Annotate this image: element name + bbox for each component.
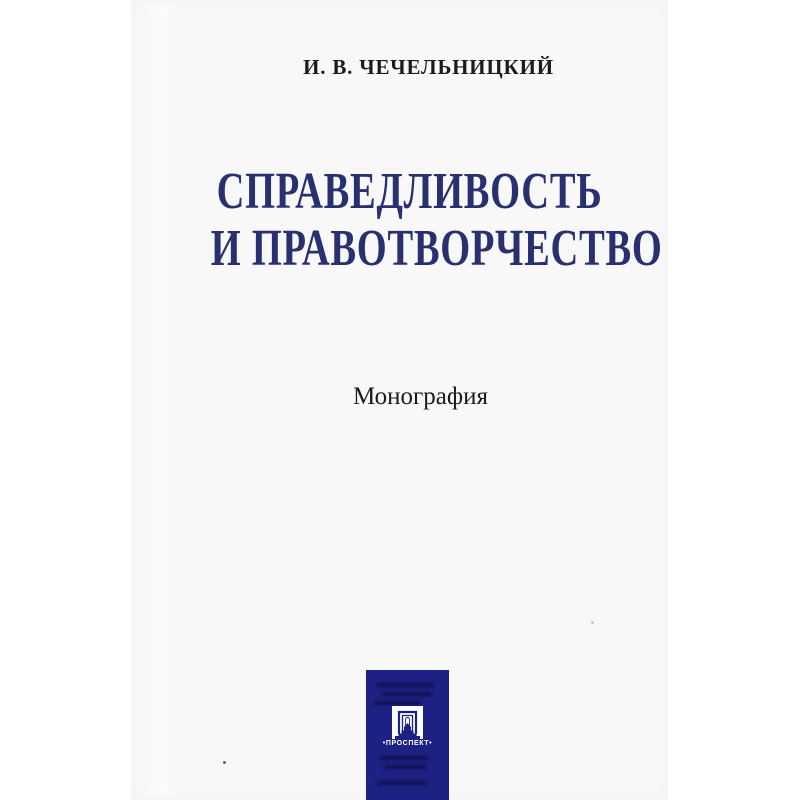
logo-ghost-text	[384, 765, 427, 769]
title-line-1: СПРАВЕДЛИВОСТЬ	[216, 163, 603, 220]
dust-speck	[591, 621, 594, 624]
author-name: И. В. ЧЕЧЕЛЬНИЦКИЙ	[303, 55, 554, 79]
subtitle: Монография	[353, 383, 488, 410]
title-line-2: И ПРАВОТВОРЧЕСТВО	[210, 220, 663, 277]
logo-ghost-text	[381, 692, 432, 696]
book-cover	[131, 0, 668, 800]
publisher-name: •ПРОСПЕКТ•	[382, 740, 433, 747]
publisher-emblem	[392, 706, 423, 739]
book-title	[210, 163, 663, 277]
publisher-logo	[366, 670, 449, 800]
logo-ghost-text	[377, 781, 427, 785]
dust-speck	[223, 761, 226, 764]
logo-ghost-text	[379, 756, 429, 760]
logo-ghost-text	[374, 701, 420, 705]
logo-ghost-text	[376, 683, 434, 687]
gate-icon	[392, 706, 423, 739]
